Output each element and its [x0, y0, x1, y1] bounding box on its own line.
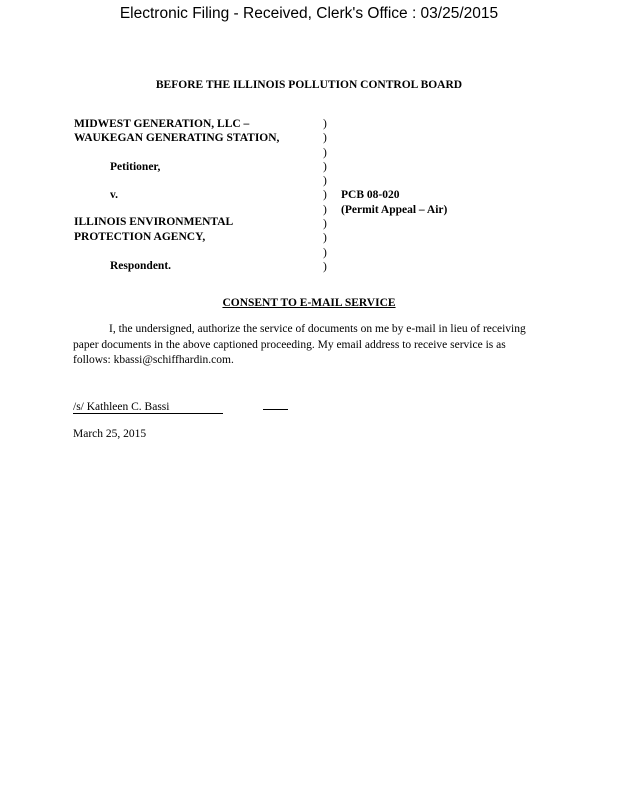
- filing-stamp: Electronic Filing - Received, Clerk's Office : 03/25/2015: [119, 5, 499, 22]
- paren: ): [323, 175, 327, 188]
- paren: ): [323, 246, 327, 259]
- paren: ): [323, 218, 327, 231]
- signature-line: [73, 401, 223, 414]
- case-number: PCB 08-020: [341, 189, 400, 201]
- paren: ): [323, 232, 327, 245]
- paren: ): [323, 146, 327, 159]
- signature-date: March 25, 2015: [73, 428, 147, 440]
- respondent-role: Respondent.: [110, 260, 172, 272]
- paren: ): [323, 260, 327, 273]
- petitioner-role: Petitioner,: [110, 161, 161, 173]
- paren: ): [323, 160, 327, 173]
- board-title: BEFORE THE ILLINOIS POLLUTION CONTROL BOARD: [155, 79, 463, 91]
- caption-parentheses: [323, 117, 327, 274]
- signature-line-tail: [263, 409, 288, 410]
- signature-text: /s/ Kathleen C. Bassi: [73, 401, 170, 413]
- paren: ): [323, 189, 327, 202]
- consent-paragraph: [73, 322, 533, 369]
- paren: ): [323, 132, 327, 145]
- petitioner-name-line2: WAUKEGAN GENERATING STATION,: [74, 132, 280, 144]
- respondent-name-line2: PROTECTION AGENCY,: [74, 231, 206, 243]
- petitioner-name-line1: MIDWEST GENERATION, LLC –: [74, 118, 250, 130]
- respondent-name-line1: ILLINOIS ENVIRONMENTAL: [74, 216, 234, 228]
- consent-paragraph-text: I, the undersigned, authorize the service of documents on me by e-mail in lieu of receiving paper documents in the above captioned proceeding. My email address to receive service is as follows: kbassi@schiffhardin.com.: [73, 323, 526, 366]
- case-type: (Permit Appeal – Air): [341, 204, 448, 216]
- paren: ): [323, 203, 327, 216]
- versus: v.: [110, 189, 118, 201]
- case-info: [341, 188, 447, 218]
- paren: ): [323, 118, 327, 130]
- case-caption: [74, 117, 554, 275]
- document-title: CONSENT TO E-MAIL SERVICE: [222, 297, 396, 309]
- signature-block: [73, 401, 288, 414]
